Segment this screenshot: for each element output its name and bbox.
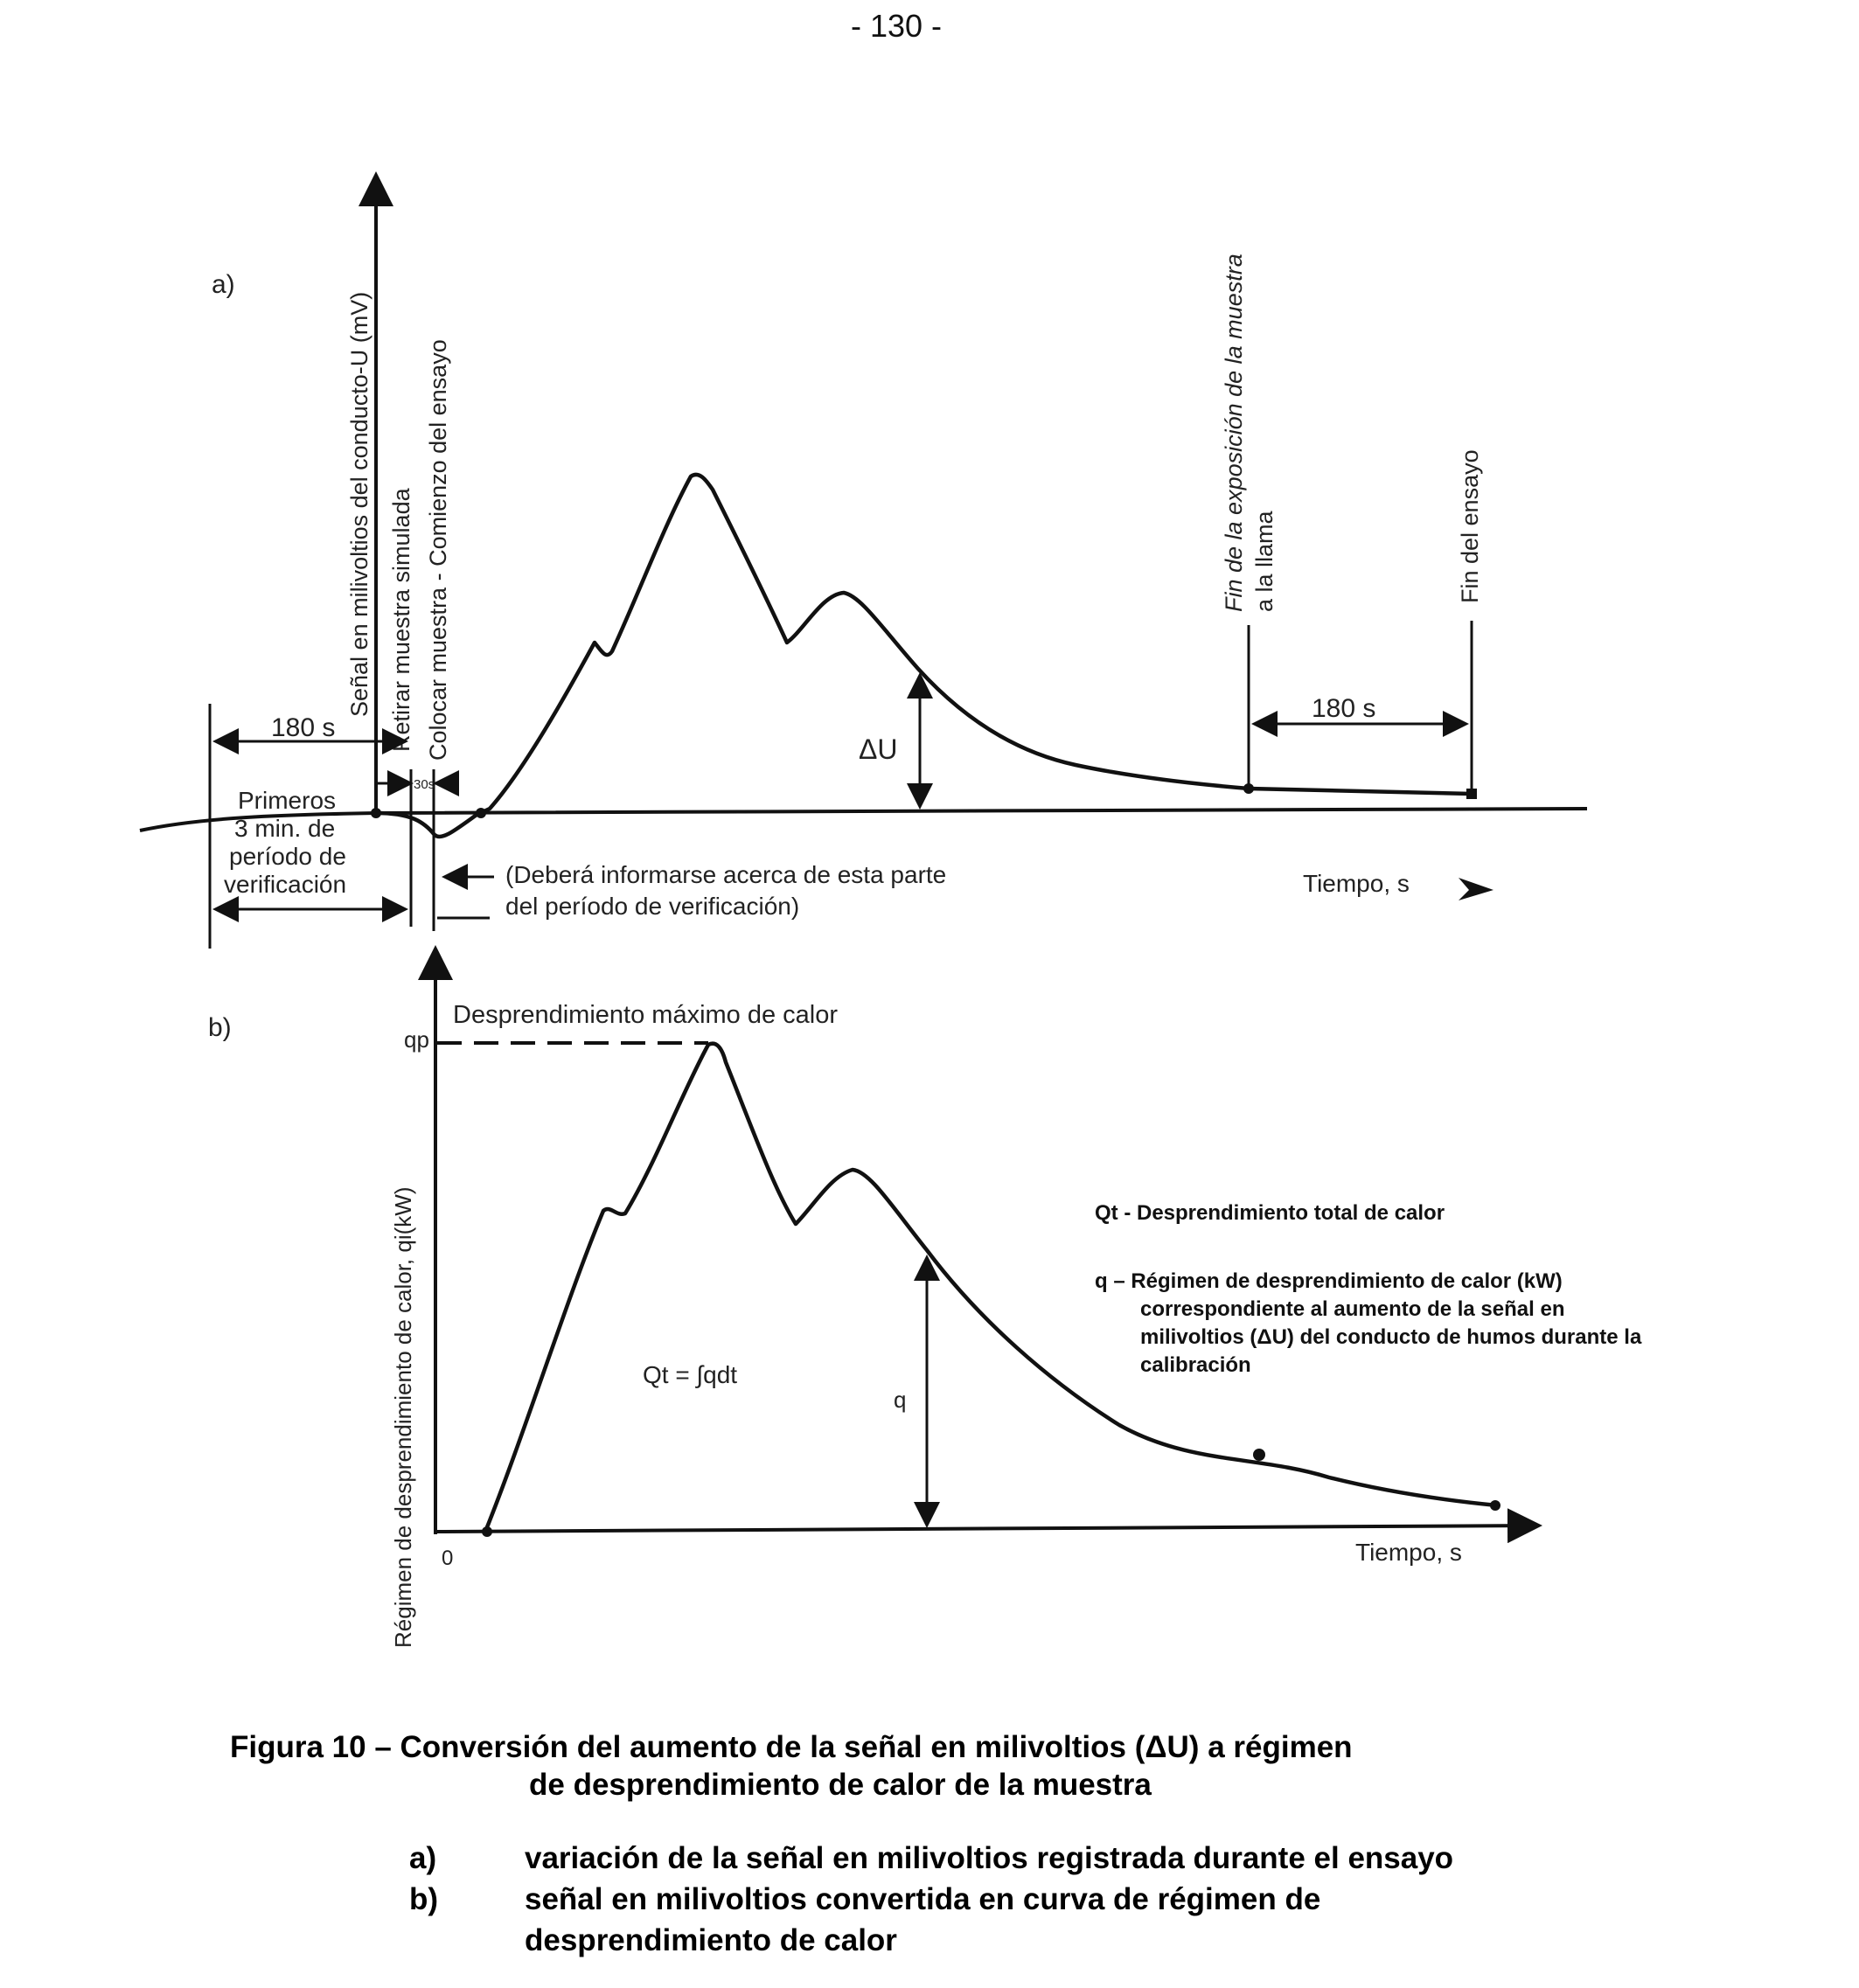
period-line4: verificación	[224, 871, 347, 898]
panel-a	[140, 175, 1587, 949]
legend-q-line1: q – Régimen de desprendimiento de calor (kW)	[1095, 1269, 1563, 1293]
marker-fin-ensayo-label: Fin del ensayo	[1457, 449, 1483, 603]
caption-item-b-text-1: señal en milivoltios convertida en curva de régimen de	[525, 1882, 1321, 1916]
point-b-tail	[1253, 1449, 1265, 1461]
caption-item-b-key: b)	[409, 1882, 439, 1916]
caption-title-line2: de desprendimiento de calor de la muestra	[529, 1768, 1152, 1802]
marker-fin-exposicion-label-2: a la llama	[1251, 511, 1278, 612]
panel-a-baseline	[140, 809, 1587, 831]
panel-b	[208, 949, 1642, 1648]
period-line1: Primeros	[238, 787, 337, 814]
q-label: q	[894, 1387, 907, 1413]
caption-item-a-text: variación de la señal en milivoltios registrada durante el ensayo	[525, 1841, 1454, 1875]
legend-q-line3: milivoltios (ΔU) del conducto de humos durante la	[1140, 1325, 1642, 1349]
formula-qt: Qt = ∫qdt	[643, 1361, 738, 1388]
legend-q-line2: correspondiente al aumento de la señal en	[1140, 1297, 1565, 1321]
legend-q-line4: calibración	[1140, 1353, 1251, 1377]
caption-title-line1: Figura 10 – Conversión del aumento de la señal en milivoltios (ΔU) a régimen	[230, 1730, 1353, 1764]
caption-item-b-text-2: desprendimiento de calor	[525, 1923, 897, 1957]
point-a-start	[371, 808, 381, 818]
delta-u-label: ΔU	[859, 733, 898, 765]
span-right-label: 180 s	[1312, 694, 1376, 723]
panel-a-label: a)	[212, 270, 235, 299]
panel-a-x-axis-arrow-icon	[1459, 878, 1493, 900]
point-b-start	[482, 1526, 492, 1537]
page-number: - 130 -	[850, 8, 943, 44]
point-b-end	[1490, 1500, 1500, 1511]
panel-b-y-axis-label: Régimen de desprendimiento de calor, qi(kW)	[390, 1186, 416, 1648]
peak-label: Desprendimiento máximo de calor	[453, 1001, 839, 1029]
note-line1: (Deberá informarse acerca de esta parte	[505, 861, 947, 888]
marker-retirar-label: Retirar muestra simulada	[388, 488, 414, 752]
panel-a-y-axis-label: Señal en milivoltios del conducto-U (mV)	[346, 291, 372, 717]
caption	[230, 1730, 1453, 1957]
span-small-label: 30s	[414, 777, 435, 792]
point-a-fin-ensayo	[1466, 789, 1477, 799]
span-left-label: 180 s	[271, 713, 336, 742]
panel-a-signal-curve	[376, 475, 1472, 837]
marker-colocar-label: Colocar muestra - Comienzo del ensayo	[425, 339, 451, 761]
origin-label: 0	[442, 1547, 454, 1570]
panel-b-x-axis	[435, 1526, 1539, 1532]
panel-a-x-axis-label: Tiempo, s	[1303, 870, 1410, 897]
period-line3: período de	[229, 843, 346, 870]
panel-b-label: b)	[208, 1013, 232, 1042]
caption-item-a-key: a)	[409, 1841, 437, 1875]
note-line2: del período de verificación)	[505, 893, 800, 920]
point-a-colocar	[476, 808, 486, 818]
panel-b-x-axis-label: Tiempo, s	[1355, 1539, 1462, 1566]
legend-qt: Qt - Desprendimiento total de calor	[1095, 1201, 1445, 1225]
period-line2: 3 min. de	[234, 815, 336, 842]
point-a-fin-exposicion	[1243, 783, 1254, 794]
qp-label: qp	[404, 1026, 429, 1053]
marker-fin-exposicion-label: Fin de la exposición de la muestra	[1221, 254, 1247, 612]
